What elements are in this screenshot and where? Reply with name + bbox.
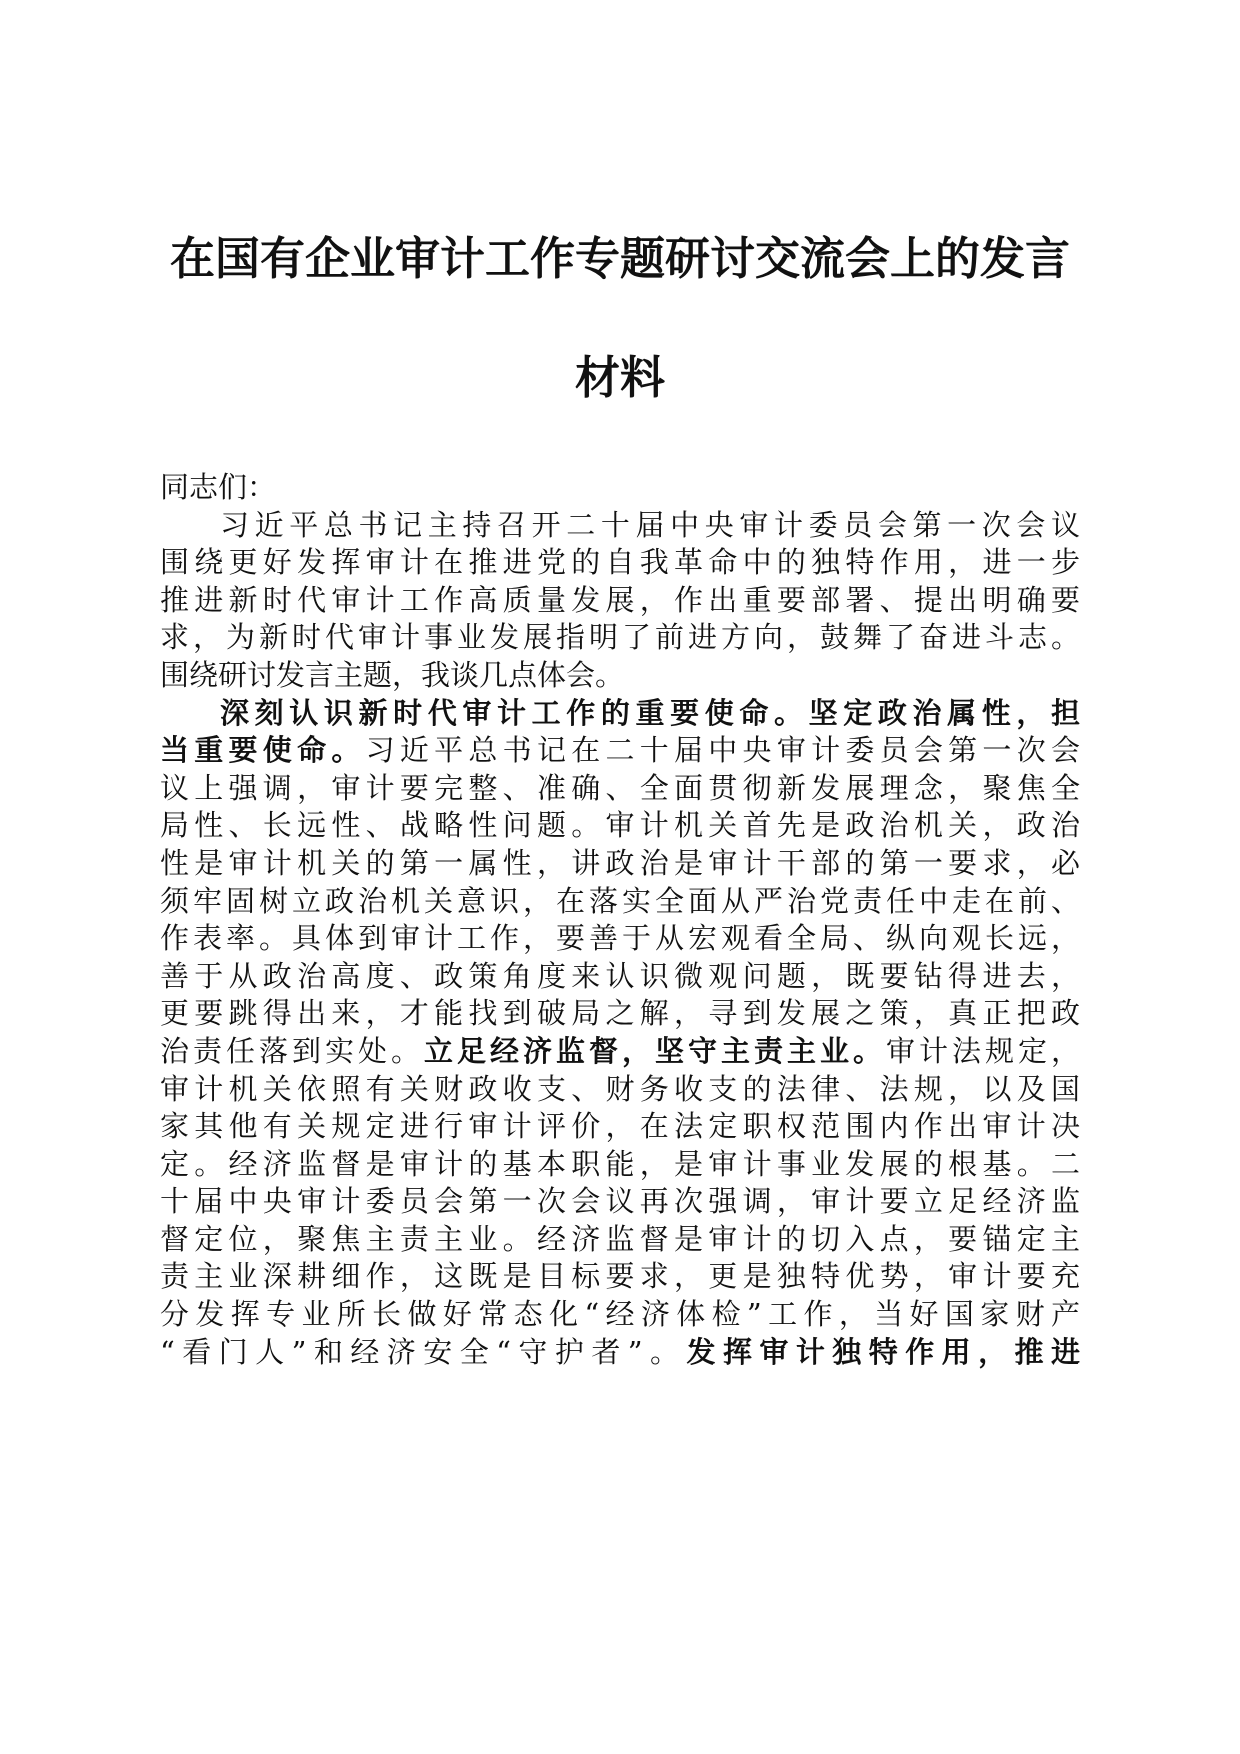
para1-line-3: 推进新时代审计工作高质量发展，作出重要部署、提出明确要: [160, 582, 1080, 617]
para2-line-10: [160, 1033, 1080, 1071]
document-title-line-1: 在国有企业审计工作专题研讨交流会上的发言: [169, 232, 1070, 285]
para2-line-3: 议上强调，审计要完整、准确、全面贯彻新发展理念，聚焦全: [160, 770, 1080, 805]
para2-line-15: 督定位，聚焦主责主业。经济监督是审计的切入点，要锚定主: [160, 1221, 1080, 1256]
para2-heading-line-1: 深刻认识新时代审计工作的重要使命。坚定政治属性，担: [220, 695, 1080, 730]
para2-line-9: 更要跳得出来，才能找到破局之解，寻到发展之策，真正把政: [160, 996, 1080, 1031]
para2-line-14: 十届中央审计委员会第一次会议再次强调，审计要立足经济监: [160, 1184, 1080, 1219]
salutation: 同志们：: [160, 470, 277, 504]
para2-line-8: 善于从政治高度、政策角度来认识微观问题，既要钻得进去，: [160, 958, 1080, 993]
para2-line-11: 审计机关依照有关财政收支、财务收支的法律、法规，以及国: [160, 1071, 1080, 1106]
para2-line-18-text: “看门人”和经济安全“守护者”。: [160, 1334, 687, 1369]
subheading-audit-role: 发挥审计独特作用，推进: [686, 1334, 1080, 1369]
para1-line-1: 习近平总书记主持召开二十届中央审计委员会第一次会议: [220, 507, 1080, 542]
para2-line-2-text: 习近平总书记在二十届中央审计委员会第一次会: [365, 733, 1080, 768]
document-body: [160, 469, 1080, 1371]
document-title-line-2: 材料: [574, 351, 665, 404]
para2-line-17: 分发挥专业所长做好常态化“经济体检”工作，当好国家财产: [160, 1297, 1080, 1332]
para2-line-10-text: 治责任落到实处。: [160, 1033, 424, 1068]
para2-line-4: 局性、长远性、战略性问题。审计机关首先是政治机关，政治: [160, 808, 1080, 843]
para2-line-6: 须牢固树立政治机关意识，在落实全面从严治党责任中走在前、: [160, 883, 1080, 918]
para2-line-7: 作表率。具体到审计工作，要善于从宏观看全局、纵向观长远，: [160, 921, 1080, 956]
para1-line-4: 求，为新时代审计事业发展指明了前进方向，鼓舞了奋进斗志。: [160, 620, 1080, 655]
para2-line-18: [160, 1334, 1080, 1372]
para2-line-2: [160, 732, 1080, 770]
para1-line-2: 围绕更好发挥审计在推进党的自我革命中的独特作用，进一步: [160, 545, 1080, 580]
para2-line-5: 性是审计机关的第一属性，讲政治是审计干部的第一要求，必: [160, 845, 1080, 880]
para2-line-12: 家其他有关规定进行审计评价，在法定职权范围内作出审计决: [160, 1109, 1080, 1144]
para2-line-10-tail: 审计法规定，: [885, 1033, 1080, 1068]
para2-line-13: 定。经济监督是审计的基本职能，是审计事业发展的根基。二: [160, 1146, 1080, 1181]
para1-line-5: 围绕研讨发言主题，我谈几点体会。: [160, 657, 625, 692]
subheading-economic-supervision: 立足经济监督，坚守主责主业。: [424, 1033, 886, 1068]
para2-line-16: 责主业深耕细作，这既是目标要求，更是独特优势，审计要充: [160, 1259, 1080, 1294]
para2-heading-tail: 当重要使命。: [160, 733, 366, 768]
